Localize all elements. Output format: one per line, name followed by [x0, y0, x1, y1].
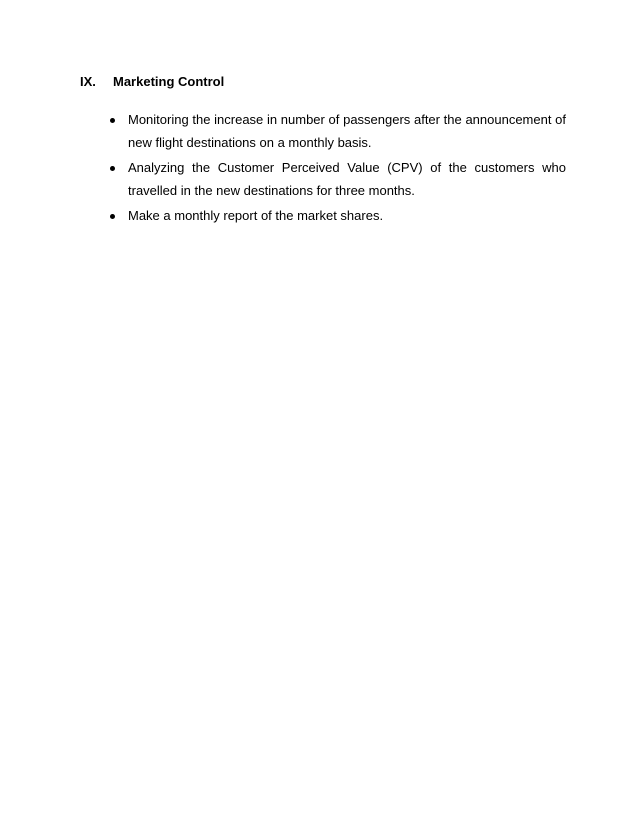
bullet-icon	[110, 118, 115, 123]
bullet-icon	[110, 166, 115, 171]
bullet-list	[104, 108, 566, 229]
bullet-text: Monitoring the increase in number of passengers after the announcement of new flight destinations on a monthly basis.	[128, 112, 566, 150]
section-title: Marketing Control	[113, 74, 225, 89]
bullet-text: Analyzing the Customer Perceived Value (CPV) of the customers who travelled in the new destinations for three months.	[128, 160, 566, 198]
bullet-icon	[110, 214, 115, 219]
list-item	[104, 204, 566, 227]
bullet-text: Make a monthly report of the market shares.	[128, 208, 384, 223]
list-item	[104, 108, 566, 154]
list-item	[104, 156, 566, 202]
section-number: IX.	[80, 74, 96, 89]
